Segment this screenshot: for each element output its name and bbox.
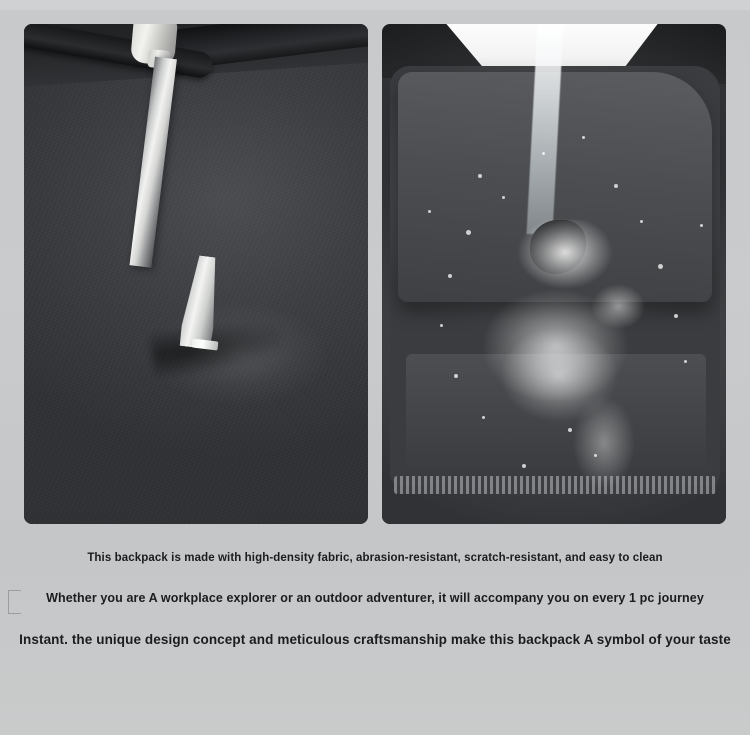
durability-test-photo (24, 24, 368, 524)
water-droplets (382, 24, 726, 524)
page-top-strip (0, 0, 750, 10)
product-caption-block (0, 552, 750, 647)
caption-line-1: This backpack is made with high-density fabric, abrasion-resistant, scratch-resistant, and easy to clean (87, 552, 663, 564)
caption-line-2: Whether you are A workplace explorer or an outdoor adventurer, it will accompany you on every 1 pc journey (46, 591, 704, 605)
water-resistance-photo (382, 24, 726, 524)
product-photo-gallery (24, 24, 726, 524)
caption-line-3: Instant. the unique design concept and meticulous craftsmanship make this backpack A symbol of your taste (19, 632, 731, 647)
